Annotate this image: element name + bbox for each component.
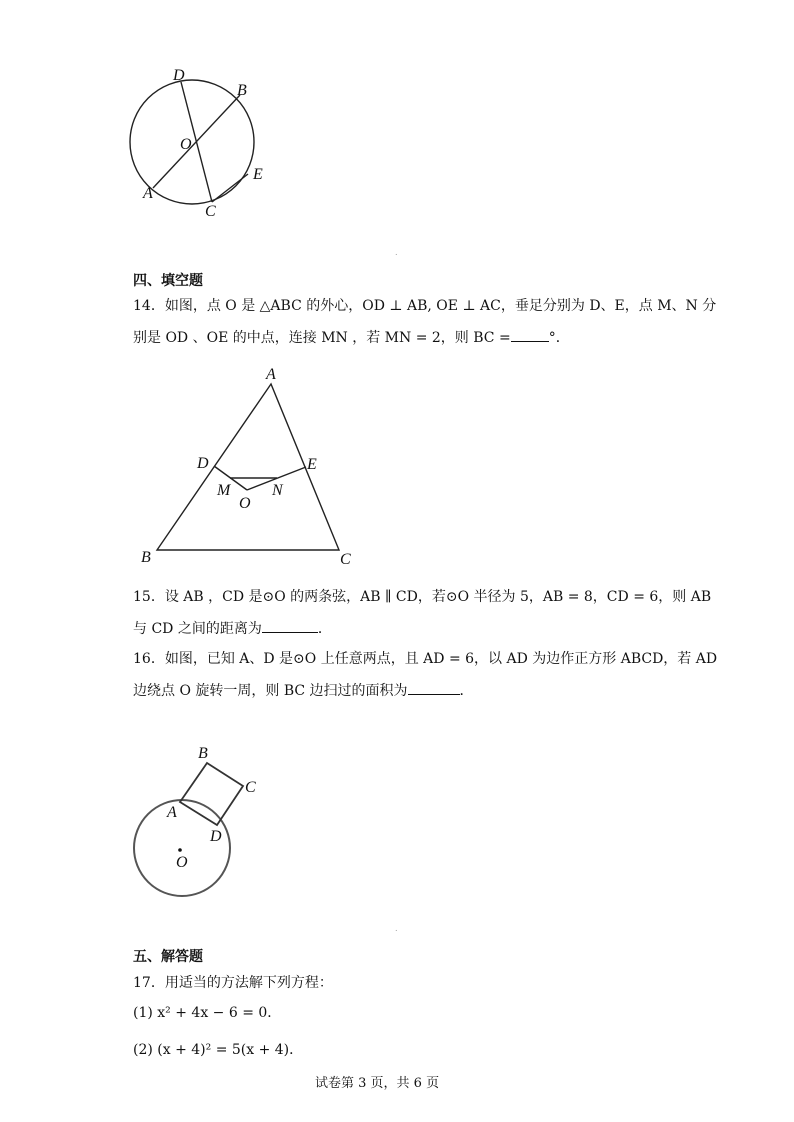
section-title-fill-in: 四、填空题 bbox=[133, 273, 203, 289]
label-o: O bbox=[180, 136, 192, 153]
label-d: D bbox=[197, 455, 209, 472]
page-footer: 试卷第 3 页，共 6 页 bbox=[315, 1076, 440, 1091]
q16-line2-post: ． bbox=[459, 683, 474, 699]
circle-o bbox=[134, 800, 230, 896]
label-d: D bbox=[210, 828, 222, 845]
separator-dot-2: . bbox=[395, 924, 398, 933]
q16-answer-blank[interactable] bbox=[408, 680, 460, 695]
q17-part1: (1) x² + 4x − 6 = 0． bbox=[133, 1005, 282, 1021]
q14-line2-post: °． bbox=[548, 330, 570, 346]
label-m: M bbox=[217, 482, 231, 499]
q16-line2 bbox=[133, 680, 474, 701]
center-point bbox=[178, 848, 182, 852]
label-b: B bbox=[141, 549, 151, 566]
q14-line1: 14．如图，点 O 是 △ABC 的外心，OD ⊥ AB, OE ⊥ AC，垂足分别为 D、E，点 M、N 分 bbox=[133, 298, 717, 314]
label-o: O bbox=[176, 854, 188, 871]
q14-line2-pre: 别是 OD 、OE 的中点，连接 MN ，若 MN = 2，则 BC = bbox=[133, 330, 511, 346]
q14-answer-blank[interactable] bbox=[511, 327, 549, 342]
separator-dot: . bbox=[395, 248, 398, 257]
q15-line2-pre: 与 CD 之间的距离为 bbox=[133, 621, 262, 637]
label-o: O bbox=[239, 495, 251, 512]
label-e: E bbox=[253, 166, 263, 183]
label-a: A bbox=[167, 804, 177, 821]
q15-line1: 15．设 AB ，CD 是⊙O 的两条弦，AB ∥ CD，若⊙O 半径为 5，AB = 8，CD = 6，则 AB bbox=[133, 589, 712, 605]
square-abcd bbox=[180, 763, 243, 825]
label-d: D bbox=[173, 67, 185, 84]
label-b: B bbox=[237, 82, 247, 99]
label-n: N bbox=[272, 482, 283, 499]
q17-part2: (2) (x + 4)² = 5(x + 4)． bbox=[133, 1042, 304, 1058]
q17-line1: 17．用适当的方法解下列方程： bbox=[133, 975, 333, 991]
label-e: E bbox=[307, 456, 317, 473]
figure-circle-diameters bbox=[125, 62, 285, 222]
label-a: A bbox=[266, 366, 276, 383]
q16-line2-pre: 边绕点 O 旋转一周，则 BC 边扫过的面积为 bbox=[133, 683, 408, 699]
label-c: C bbox=[205, 203, 216, 220]
figure-circle-square bbox=[125, 740, 285, 905]
chord-ab bbox=[153, 95, 240, 188]
q15-answer-blank[interactable] bbox=[262, 618, 318, 633]
q15-line2-post: ． bbox=[317, 621, 332, 637]
label-c: C bbox=[340, 551, 351, 568]
label-c: C bbox=[245, 779, 256, 796]
figure-triangle-abc bbox=[135, 362, 365, 572]
label-b: B bbox=[198, 745, 208, 762]
q16-line1: 16．如图，已知 A、D 是⊙O 上任意两点，且 AD = 6，以 AD 为边作正方形 ABCD，若 AD bbox=[133, 651, 718, 667]
q15-line2 bbox=[133, 618, 332, 639]
section-title-solve: 五、解答题 bbox=[133, 949, 203, 965]
q14-line2 bbox=[133, 327, 570, 348]
label-a: A bbox=[143, 185, 153, 202]
chord-ce bbox=[212, 174, 248, 202]
